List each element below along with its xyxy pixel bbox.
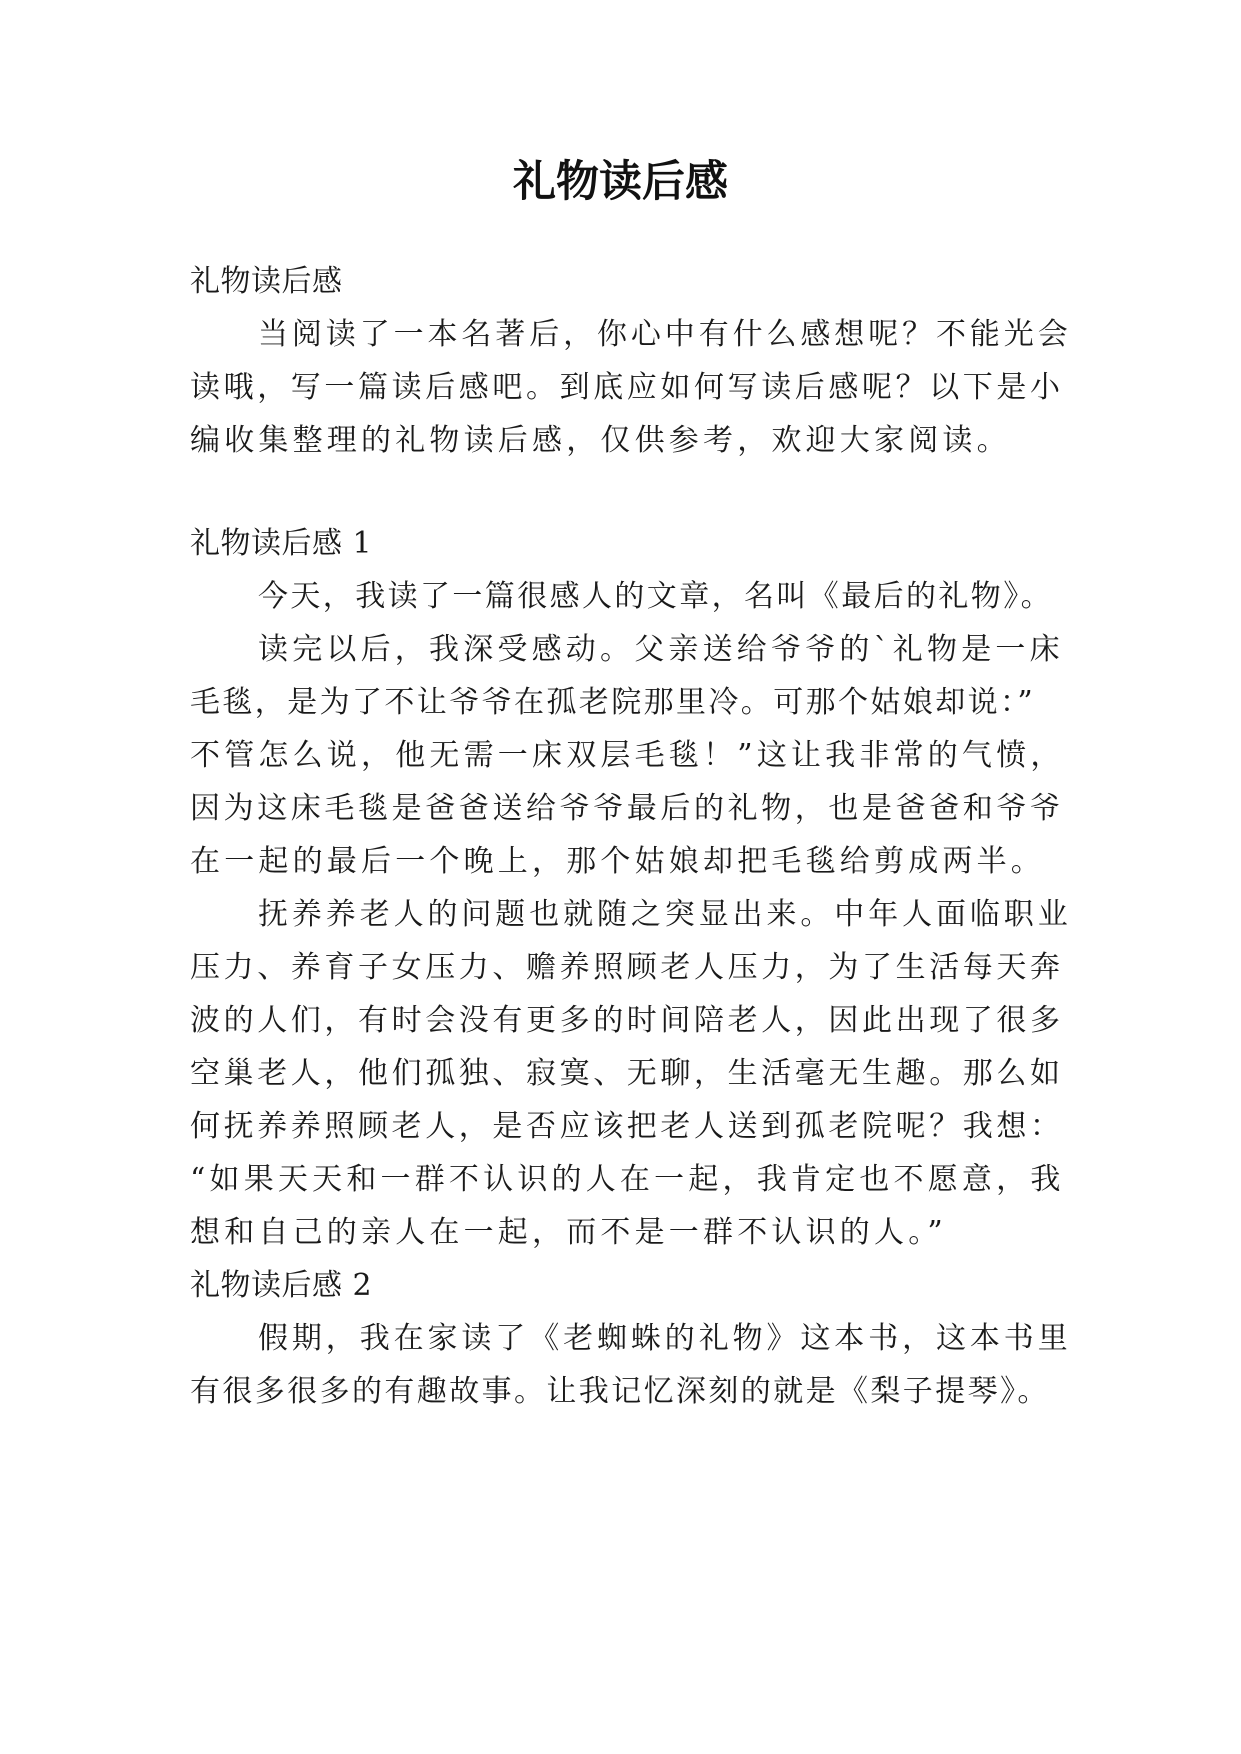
paragraph-line: 在一起的最后一个晚上，那个姑娘却把毛毯给剪成两半。 — [190, 844, 1045, 879]
paragraph-line: 抚养养老人的问题也就随之突显出来。中年人面临职业 — [258, 897, 1072, 932]
paragraph-line: 假期，我在家读了《老蜘蛛的礼物》这本书，这本书里 — [258, 1321, 1072, 1356]
paragraph-line: 压力、养育子女压力、赡养照顾老人压力，为了生活每天奔 — [190, 950, 1064, 985]
intro-heading: 礼物读后感 — [190, 264, 343, 299]
paragraph-line: “如果天天和一群不认识的人在一起，我肯定也不愿意，我 — [190, 1162, 1065, 1197]
paragraph-line: 想和自己的亲人在一起，而不是一群不认识的人。” — [190, 1215, 947, 1250]
paragraph-line: 不管怎么说，他无需一床双层毛毯！”这让我非常的气愤， — [190, 738, 1065, 773]
paragraph-line: 空巢老人，他们孤独、寂寞、无聊，生活毫无生趣。那么如 — [190, 1056, 1064, 1091]
section-heading-1: 礼物读后感 1 — [190, 526, 373, 561]
paragraph-line: 毛毯，是为了不让爷爷在孤老院那里冷。可那个姑娘却说：” — [190, 685, 1036, 720]
paragraph-line: 何抚养养照顾老人，是否应该把老人送到孤老院呢？我想： — [190, 1109, 1064, 1144]
section-heading-2: 礼物读后感 2 — [190, 1268, 373, 1303]
intro-paragraph-line: 编收集整理的礼物读后感，仅供参考，欢迎大家阅读。 — [190, 423, 1011, 458]
paragraph-line: 波的人们，有时会没有更多的时间陪老人，因此出现了很多 — [190, 1003, 1064, 1038]
paragraph-line: 因为这床毛毯是爸爸送给爷爷最后的礼物，也是爸爸和爷爷 — [190, 791, 1064, 826]
paragraph-line: 今天，我读了一篇很感人的文章，名叫《最后的礼物》。 — [258, 579, 1053, 614]
paragraph-line: 有很多很多的有趣故事。让我记忆深刻的就是《梨子提琴》。 — [190, 1374, 1050, 1409]
intro-paragraph-line: 读哦，写一篇读后感吧。到底应如何写读后感呢？以下是小 — [190, 370, 1064, 405]
intro-paragraph-line: 当阅读了一本名著后，你心中有什么感想呢？不能光会 — [258, 317, 1072, 352]
document-title: 礼物读后感 — [513, 157, 728, 207]
paragraph-line: 读完以后，我深受感动。父亲送给爷爷的`礼物是一床 — [258, 632, 1064, 667]
